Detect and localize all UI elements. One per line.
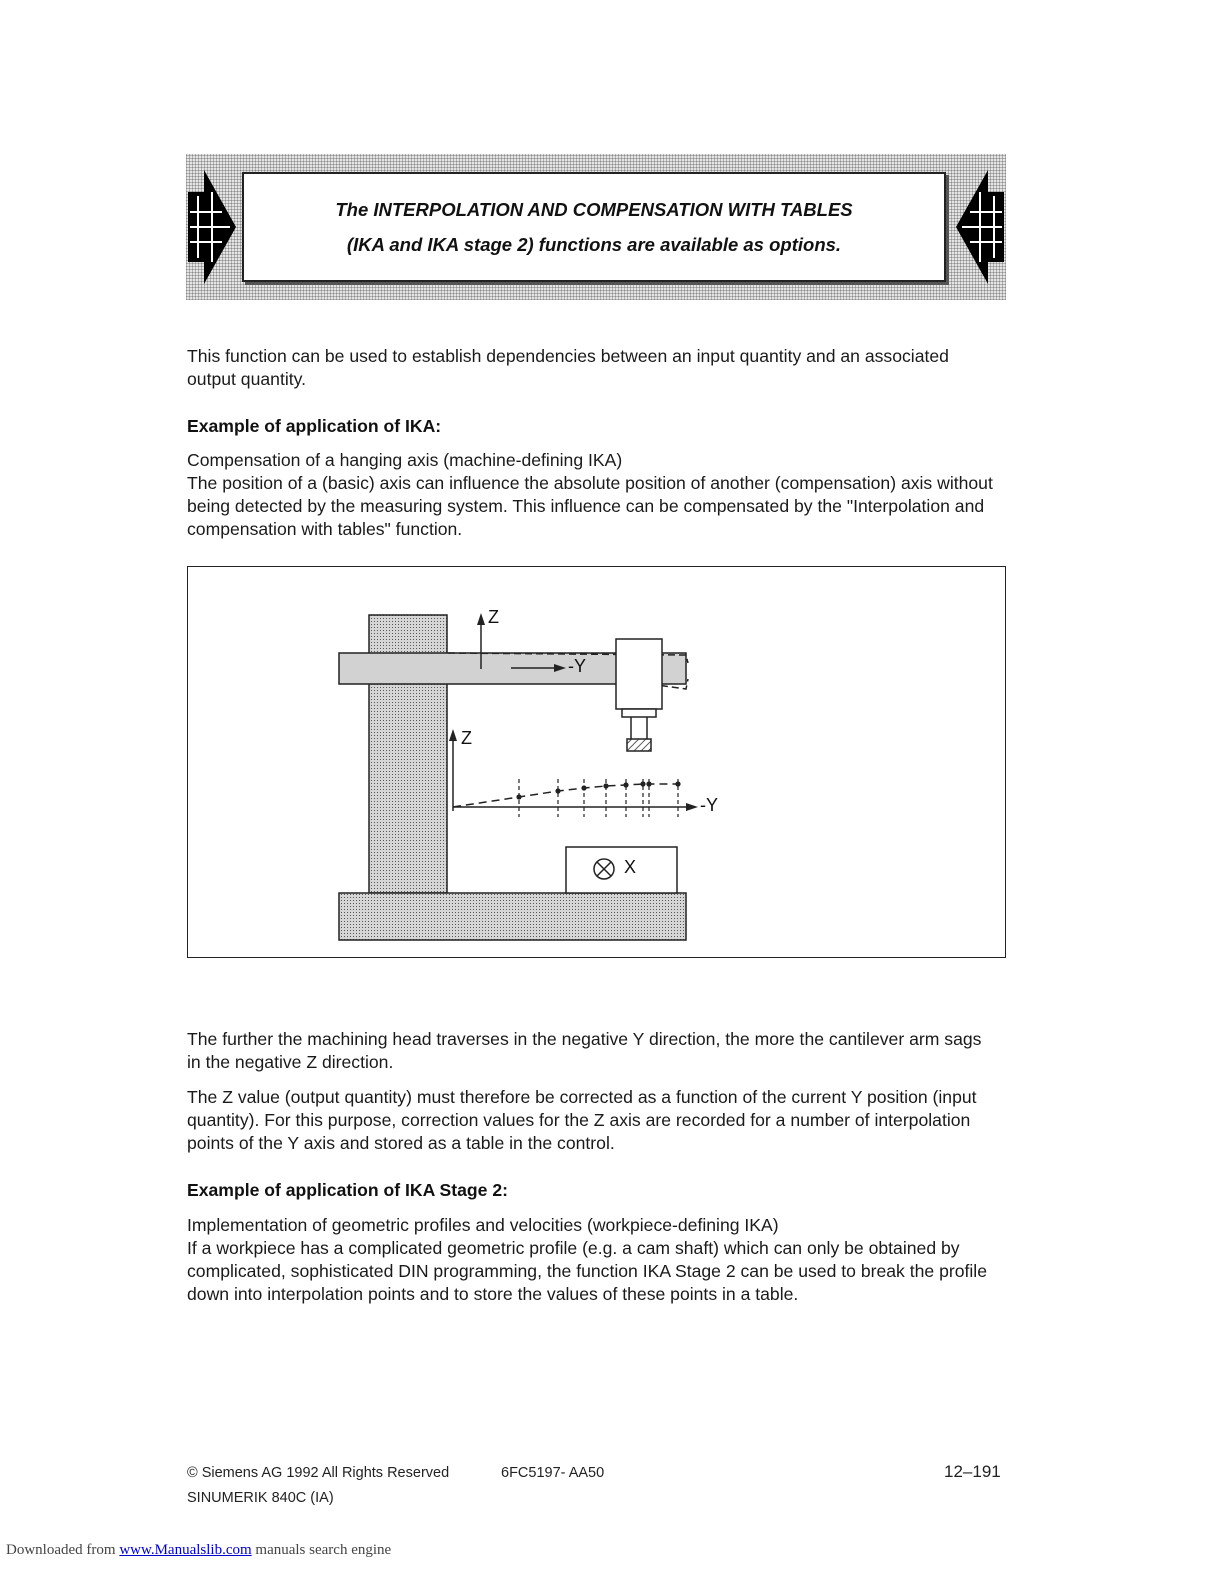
label-y-graph: -Y — [700, 795, 718, 815]
notice-text-box — [242, 172, 946, 282]
sag-paragraph: The further the machining head traverses in the negative Y direction, the more the cantilever arm sags in the negative Z direction. — [187, 1029, 982, 1073]
hanging-axis-figure — [187, 566, 1006, 958]
machine-base — [339, 893, 686, 940]
intro-paragraph: This function can be used to establish dependencies between an input quantity and an associated output quantity. — [187, 346, 949, 390]
arrow-right-icon — [186, 164, 242, 290]
footer-product: SINUMERIK 840C (IA) — [187, 1490, 334, 1506]
spindle — [622, 709, 656, 717]
correction-curve — [453, 784, 678, 807]
download-suffix: manuals search engine — [255, 1542, 392, 1558]
options-notice-banner — [186, 154, 1006, 300]
z-axis-arrowhead — [477, 613, 485, 625]
download-prefix: Downloaded from — [6, 1542, 116, 1558]
notice-line-2: (IKA and IKA stage 2) functions are available as options. — [346, 234, 842, 255]
footer-order-number: 6FC5197- AA50 — [501, 1465, 605, 1481]
label-x: X — [624, 857, 637, 877]
machine-table — [566, 847, 677, 893]
section-stage2-line-1: Implementation of geometric profiles and velocities (workpiece-defining IKA) — [187, 1215, 779, 1235]
graph-y-arrowhead — [686, 803, 698, 811]
tool — [627, 739, 651, 751]
machine-diagram — [188, 567, 1007, 959]
section-stage2-line-2: If a workpiece has a complicated geometric profile (e.g. a cam shaft) which can only be obtained by complicated, sophisticated DIN programming, the function IKA Stage 2 can be used to break the profile down into interpolation points and to store the values of these points in a table. — [187, 1238, 987, 1305]
correction-paragraph: The Z value (output quantity) must therefore be corrected as a function of the current Y position (input quantity). For this purpose, correction values for the Z axis are recorded for a number of interpolation points of the Y axis and stored as a table in the control. — [187, 1087, 977, 1154]
interpolation-dots — [516, 781, 680, 799]
page-number: 12–191 — [944, 1462, 1001, 1481]
machining-head — [616, 639, 662, 709]
label-z-graph: Z — [461, 728, 472, 748]
notice-line-1: The INTERPOLATION AND COMPENSATION WITH TABLES — [335, 199, 853, 220]
graph-z-arrowhead — [449, 729, 457, 741]
label-y-top: -Y — [568, 656, 586, 676]
label-z-top: Z — [488, 607, 499, 627]
section-ika-line-1: Compensation of a hanging axis (machine-defining IKA) — [187, 450, 623, 470]
download-watermark — [6, 1542, 391, 1559]
arrow-left-icon — [950, 164, 1006, 290]
section-heading-ika: Example of application of IKA: — [187, 416, 442, 436]
section-ika-line-2: The position of a (basic) axis can influence the absolute position of another (compensation) axis without being detected by the measuring system. This influence can be compensated by the "Interpolation and compensation with tables" function. — [187, 473, 993, 540]
footer-copyright: © Siemens AG 1992 All Rights Reserved — [187, 1465, 450, 1481]
section-heading-ika-stage2: Example of application of IKA Stage 2: — [187, 1180, 508, 1200]
manualslib-link[interactable]: www.Manualslib.com — [119, 1542, 252, 1558]
